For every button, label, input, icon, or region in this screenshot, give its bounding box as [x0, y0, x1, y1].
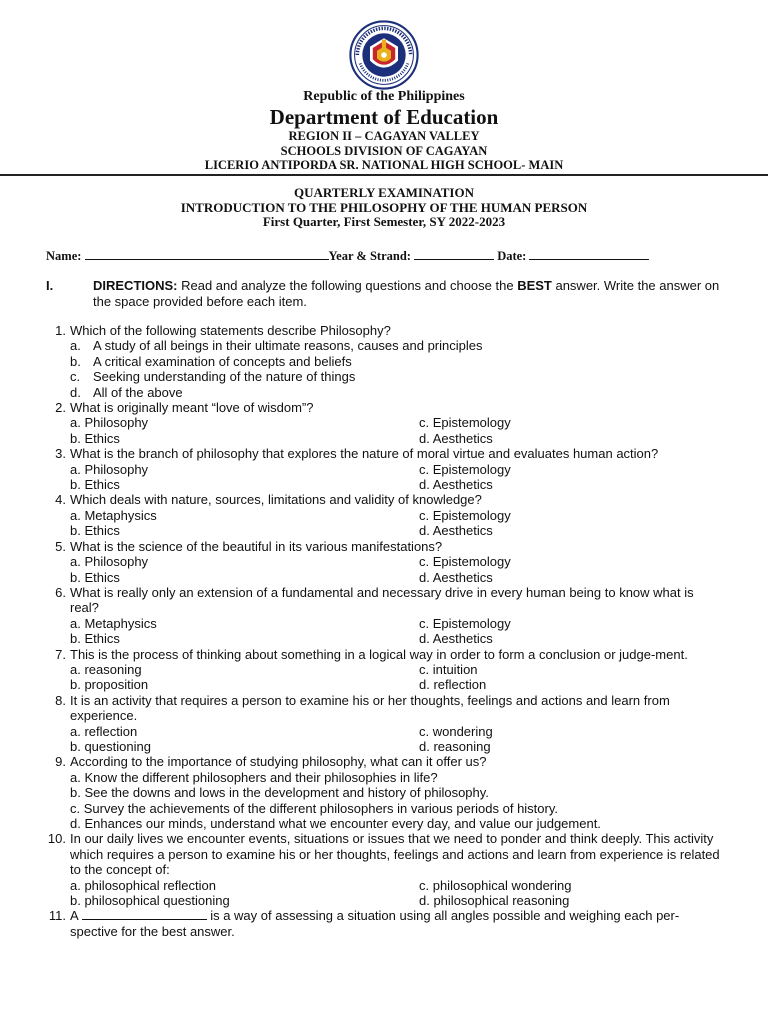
question-item — [46, 539, 726, 585]
answer-option: c. Epistemology — [419, 554, 511, 570]
question-item — [46, 492, 726, 538]
header-divider — [0, 174, 768, 176]
question-number: 8. — [55, 692, 66, 708]
question-item — [46, 585, 726, 647]
answer-option: c. Epistemology — [419, 615, 511, 631]
office-lines — [0, 129, 768, 173]
question-text: Which deals with nature, sources, limitations and validity of knowledge? — [70, 492, 482, 508]
region-line: REGION II – CAGAYAN VALLEY — [288, 129, 480, 143]
exam-term: First Quarter, First Semester, SY 2022-2023 — [262, 214, 506, 229]
answer-option: a. Know the different philosophers and their philosophies in life? — [70, 769, 438, 785]
answer-options — [70, 662, 726, 693]
question-text: This is the process of thinking about something in a logical way in order to form a conclusion or judge-ment. — [70, 646, 688, 662]
question-text: What is really only an extension of a fundamental and necessary drive in every human being to know what is real? — [70, 584, 694, 616]
answer-option: d. Aesthetics — [419, 477, 493, 493]
question-item — [46, 647, 726, 693]
answer-option: a. reasoning — [70, 661, 142, 677]
answer-options — [70, 338, 726, 400]
answer-options — [70, 724, 726, 755]
question-item — [46, 831, 726, 908]
answer-option: b. questioning — [70, 738, 151, 754]
question-number: 1. — [55, 323, 66, 338]
question-number: 3. — [55, 446, 66, 462]
question-item — [46, 446, 726, 492]
answer-option: d. Enhances our minds, understand what we encounter every day, and value our judgement. — [70, 816, 601, 831]
question-item — [46, 908, 726, 939]
answer-options — [70, 554, 726, 585]
question-item — [46, 754, 726, 831]
question-number: 2. — [55, 400, 66, 416]
name-field[interactable] — [85, 248, 329, 260]
answer-option: d. Aesthetics — [419, 430, 493, 446]
question-number: 9. — [55, 754, 66, 770]
question-text: In our daily lives we encounter events, situations or issues that we need to ponder and think deeply. This activity which requires a person to examine his or her thoughts, feelings and actions and learn from experience is related to the concept of: — [70, 831, 720, 878]
question-number: 5. — [55, 538, 66, 554]
answer-option: c. philosophical wondering — [419, 877, 572, 893]
answer-option: c. Epistemology — [419, 415, 511, 431]
date-label: Date: — [497, 249, 527, 263]
answer-option: d. reasoning — [419, 738, 491, 754]
answer-option: a. Metaphysics — [70, 615, 157, 631]
question-item — [46, 400, 726, 446]
directions-label: DIRECTIONS: — [93, 278, 178, 293]
answer-option: a. Philosophy — [70, 461, 149, 477]
answer-option: a. Philosophy — [70, 554, 149, 570]
question-text: It is an activity that requires a person to examine his or her thoughts, feelings and actions and learn from experience. — [70, 692, 670, 724]
section-number: I. — [46, 278, 54, 293]
exam-title-block — [0, 186, 768, 230]
school-line: LICERIO ANTIPORDA SR. NATIONAL HIGH SCHOOL- MAIN — [204, 158, 564, 172]
answer-option: b. Ethics — [70, 523, 120, 539]
directions-text: DIRECTIONS: Read and analyze the following questions and choose the BEST answer. Write the answer on the space provided before each item. — [93, 278, 720, 309]
question-text: What is the science of the beautiful in its various manifestations? — [70, 538, 443, 554]
answer-option: b. Ethics — [70, 631, 120, 647]
deped-seal-logo — [349, 20, 419, 90]
answer-option: a. A study of all beings in their ultimate reasons, causes and principles — [70, 338, 483, 354]
answer-option: b. proposition — [70, 677, 149, 693]
question-number: 11. — [48, 908, 66, 924]
fill-in-blank[interactable] — [82, 908, 207, 920]
answer-options — [70, 415, 726, 446]
question-text: According to the importance of studying philosophy, what can it offer us? — [70, 754, 487, 770]
answer-option: c. Survey the achievements of the different philosophers in various periods of history. — [70, 800, 559, 816]
answer-option: d. reflection — [419, 677, 487, 693]
question-text: What is the branch of philosophy that explores the nature of moral virtue and evaluates human action? — [70, 446, 659, 462]
answer-option: c. wondering — [419, 723, 493, 739]
year-strand-field[interactable] — [414, 248, 494, 260]
answer-option: c. Seeking understanding of the nature of things — [70, 369, 356, 385]
question-number: 7. — [55, 646, 66, 662]
name-label: Name: — [46, 249, 82, 263]
question-item — [46, 323, 726, 400]
answer-option: d. All of the above — [70, 384, 183, 400]
answer-option: a. philosophical reflection — [70, 877, 216, 893]
answer-option: c. intuition — [419, 661, 478, 677]
answer-option: b. Ethics — [70, 477, 120, 493]
question-text: Which of the following statements describe Philosophy? — [70, 323, 391, 338]
answer-option: b. Ethics — [70, 569, 120, 585]
answer-option: c. Epistemology — [419, 461, 511, 477]
answer-option: b. See the downs and lows in the development and history of philosophy. — [70, 785, 489, 801]
department-title: Department of Education — [269, 105, 499, 129]
exam-title: QUARTERLY EXAMINATION — [293, 185, 474, 200]
answer-option: a. Philosophy — [70, 415, 149, 431]
answer-option: d. Aesthetics — [419, 569, 493, 585]
answer-options — [70, 616, 726, 647]
year-strand-label: Year & Strand: — [328, 249, 411, 263]
date-field[interactable] — [529, 248, 649, 260]
answer-option: c. Epistemology — [419, 507, 511, 523]
answer-option: d. Aesthetics — [419, 631, 493, 647]
best-emphasis: BEST — [517, 278, 552, 293]
answer-options — [70, 878, 726, 909]
question-text: What is originally meant “love of wisdom”? — [70, 400, 314, 416]
student-info-line — [46, 248, 649, 264]
question-text: A is a way of assessing a situation using all angles possible and weighing each per-spective for the best answer. — [70, 908, 680, 939]
question-number: 4. — [55, 492, 66, 508]
exam-subject: INTRODUCTION TO THE PHILOSOPHY OF THE HUMAN PERSON — [180, 199, 588, 215]
answer-option: a. reflection — [70, 723, 138, 739]
answer-option: d. Aesthetics — [419, 523, 493, 539]
division-line: SCHOOLS DIVISION OF CAGAYAN — [280, 143, 488, 158]
answer-options — [70, 462, 726, 493]
question-list — [46, 323, 726, 939]
country-line: Republic of the Philippines — [303, 89, 465, 104]
answer-option: b. Ethics — [70, 430, 120, 446]
answer-option: b. philosophical questioning — [70, 893, 230, 909]
answer-options — [70, 508, 726, 539]
answer-option: b. A critical examination of concepts and beliefs — [70, 353, 352, 369]
question-number: 6. — [55, 584, 66, 600]
answer-options — [70, 770, 726, 832]
question-item — [46, 693, 726, 755]
answer-option: d. philosophical reasoning — [419, 893, 570, 909]
question-number: 10. — [47, 831, 66, 847]
answer-option: a. Metaphysics — [70, 507, 157, 523]
